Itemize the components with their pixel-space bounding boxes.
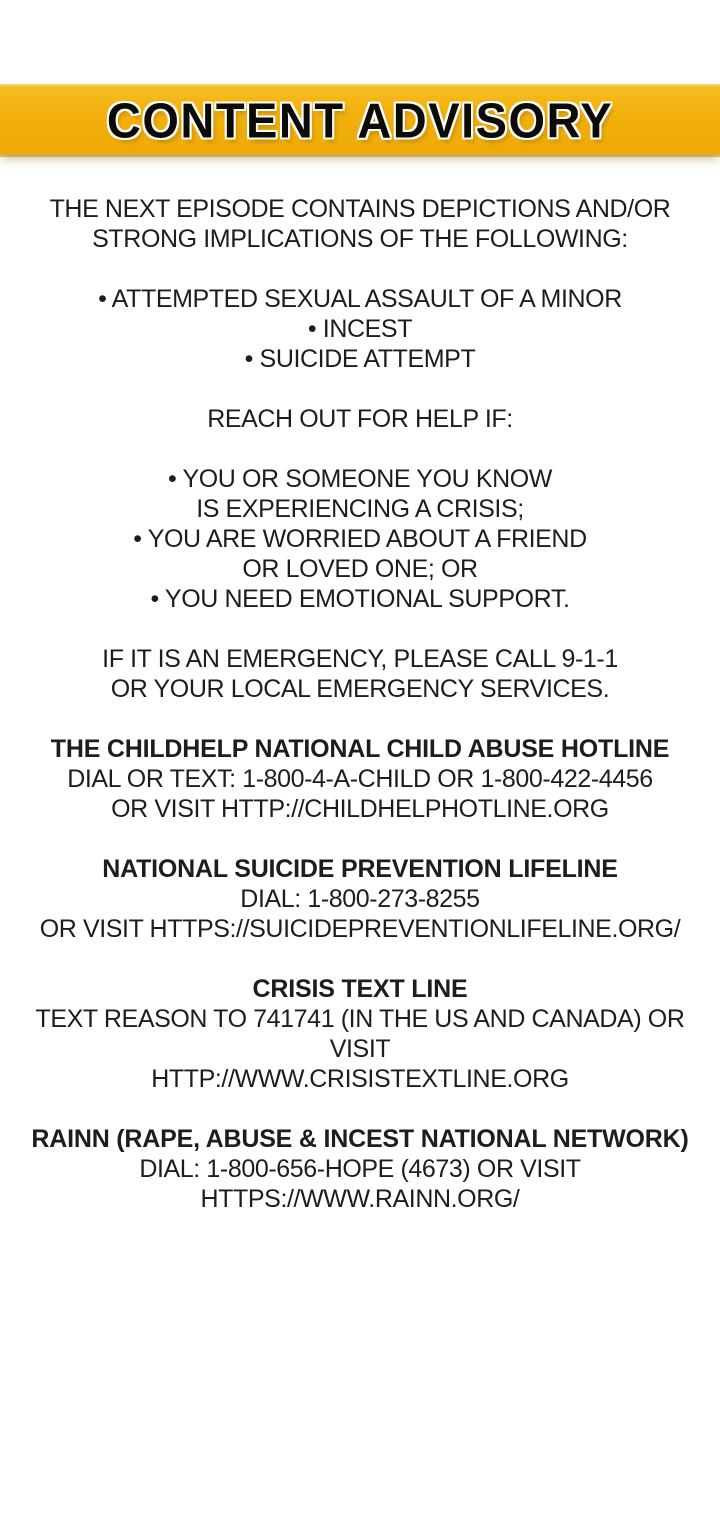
reach-out-bullet-list: [15, 464, 705, 614]
hotline-detail: DIAL: 1-800-273-8255: [240, 885, 480, 913]
reach-out-line: OR LOVED ONE; OR: [242, 555, 478, 583]
emergency-paragraph: [15, 644, 705, 704]
reach-out-line: • YOU OR SOMEONE YOU KNOW: [168, 465, 552, 493]
depiction-bullet-item: • SUICIDE ATTEMPT: [244, 345, 476, 373]
hotline-crisis-text-line: [15, 974, 705, 1094]
intro-paragraph: [15, 194, 705, 254]
reach-out-heading-text: REACH OUT FOR HELP IF:: [207, 405, 513, 433]
hotline-detail: OR VISIT HTTP://CHILDHELPHOTLINE.ORG: [111, 795, 609, 823]
reach-out-line: • YOU ARE WORRIED ABOUT A FRIEND: [133, 525, 587, 553]
hotline-detail: HTTP://WWW.CRISISTEXTLINE.ORG: [151, 1065, 569, 1093]
hotline-rainn: [15, 1124, 705, 1214]
hotline-childhelp: [15, 734, 705, 824]
intro-line: THE NEXT EPISODE CONTAINS DEPICTIONS AND/OR: [49, 195, 671, 223]
reach-out-heading: [15, 404, 705, 434]
banner-title: CONTENT ADVISORY: [106, 92, 614, 148]
hotline-suicide-prevention-lifeline: [15, 854, 705, 944]
depiction-bullet-item: • INCEST: [307, 315, 413, 343]
reach-out-line: IS EXPERIENCING A CRISIS;: [196, 495, 524, 523]
intro-line: STRONG IMPLICATIONS OF THE FOLLOWING:: [92, 225, 628, 253]
hotline-name: NATIONAL SUICIDE PREVENTION LIFELINE: [102, 855, 618, 883]
depiction-bullet-list: [15, 284, 705, 374]
advisory-banner: [0, 84, 720, 154]
advisory-body: [15, 194, 705, 1244]
emergency-line: OR YOUR LOCAL EMERGENCY SERVICES.: [110, 675, 610, 703]
reach-out-line: • YOU NEED EMOTIONAL SUPPORT.: [150, 585, 570, 613]
hotline-name: RAINN (RAPE, ABUSE & INCEST NATIONAL NETWORK): [31, 1125, 689, 1153]
hotline-detail: DIAL OR TEXT: 1-800-4-A-CHILD OR 1-800-422-4456: [67, 765, 653, 793]
hotline-detail: OR VISIT HTTPS://SUICIDEPREVENTIONLIFELINE.ORG/: [39, 915, 681, 943]
hotline-detail: TEXT REASON TO 741741 (IN THE US AND CANADA) OR VISIT: [35, 1005, 685, 1063]
hotline-name: CRISIS TEXT LINE: [252, 975, 468, 1003]
hotline-name: THE CHILDHELP NATIONAL CHILD ABUSE HOTLINE: [50, 735, 670, 763]
hotline-detail: DIAL: 1-800-656-HOPE (4673) OR VISIT HTTPS://WWW.RAINN.ORG/: [139, 1155, 581, 1213]
emergency-line: IF IT IS AN EMERGENCY, PLEASE CALL 9-1-1: [102, 645, 618, 673]
depiction-bullet-item: • ATTEMPTED SEXUAL ASSAULT OF A MINOR: [98, 285, 622, 313]
